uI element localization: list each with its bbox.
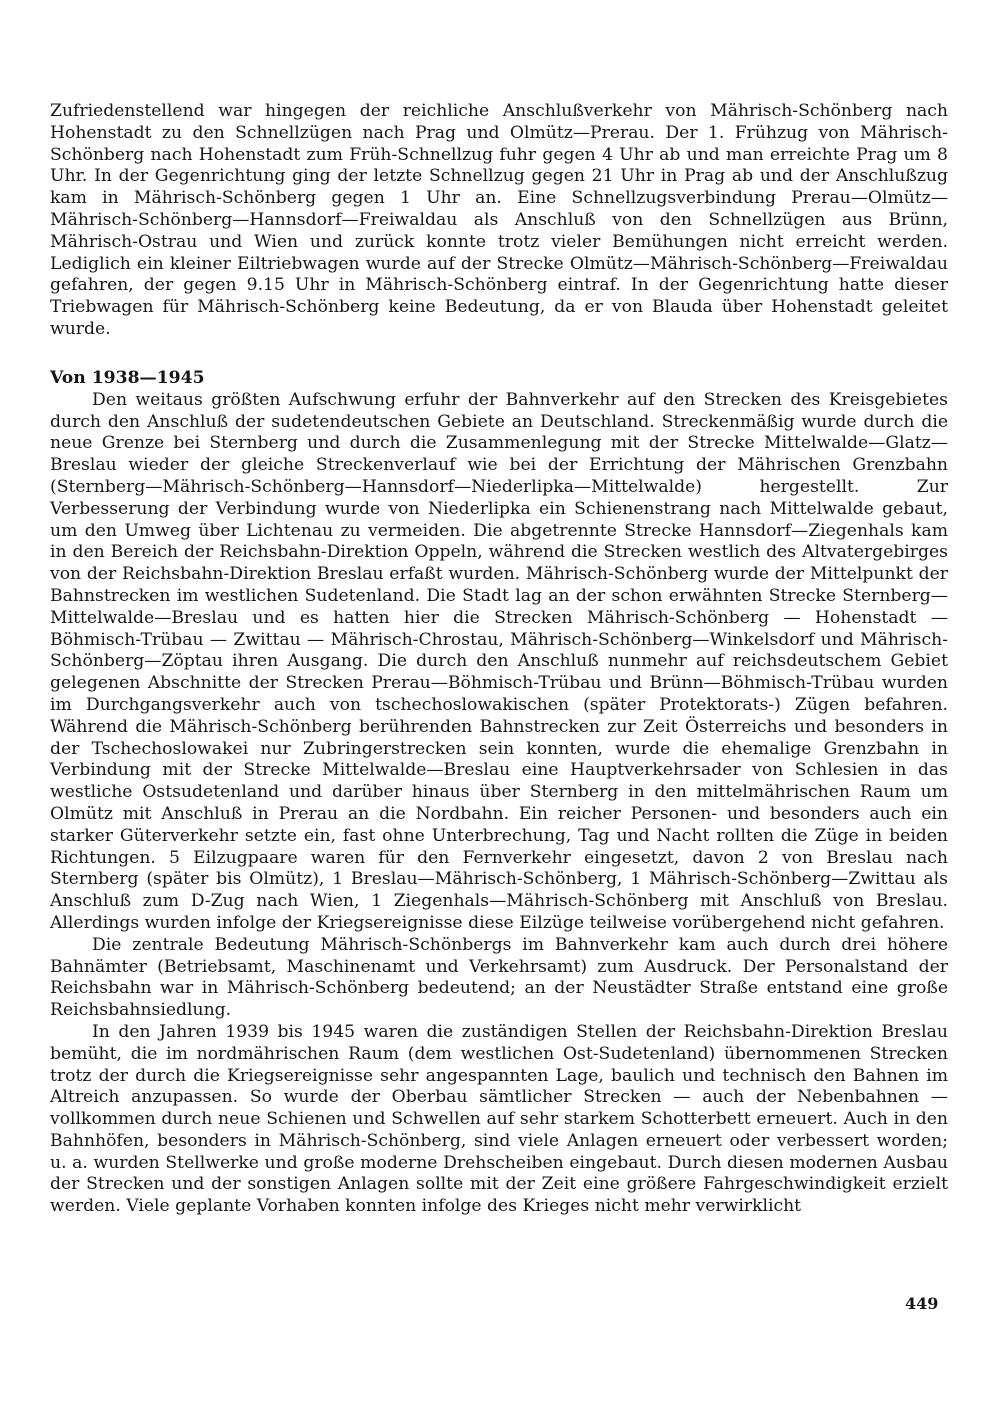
section-paragraph: Den weitaus größten Aufschwung erfuhr der Bahnverkehr auf den Strecken des Kreisgebietes durch den Anschluß der sudetendeutschen Gebiete an Deutschland. Streckenmäßig wurde durch die neue Grenze bei Sternberg und durch die Zusammenlegung mit der Strecke Mittelwalde—Glatz—Breslau wieder der gleiche Streckenverlauf wie bei der Errichtung der Mährischen Grenzbahn (Sternberg—Mährisch-Schönberg—Hannsdorf—Niederlipka—Mittelwalde) hergestellt. Zur Verbesserung der Verbindung wurde von Niederlipka ein Schienenstrang nach Mittelwalde gebaut, um den Umweg über Lichtenau zu vermeiden. Die abgetrennte Strecke Hannsdorf—Ziegenhals kam in den Bereich der Reichsbahn-Direktion Oppeln, während die Strecken westlich des Altvatergebirges von der Reichsbahn-Direktion Breslau erfaßt wurden. Mährisch-Schönberg wurde der Mittelpunkt der Bahnstrecken im westlichen Sudetenland. Die Stadt lag an der schon erwähnten Strecke Sternberg—Mittelwalde—Breslau und es hatten hier die Strecken Mährisch-Schönberg — Hohenstadt — Böhmisch-Trübau — Zwittau — Mährisch-Chrostau, Mährisch-Schönberg—Winkelsdorf und Mährisch-Schönberg—Zöptau ihren Ausgang. Die durch den Anschluß nunmehr auf reichsdeutschem Gebiet gelegenen Abschnitte der Strecken Prerau—Böhmisch-Trübau und Brünn—Böhmisch-Trübau wurden im Durchgangsverkehr auch von tschechoslowakischen (später Protektorats-) Zügen befahren. Während die Mährisch-Schönberg berührenden Bahnstrecken zur Zeit Österreichs und besonders in der Tschechoslowakei nur Zubringerstrecken sein konnten, wurde die ehemalige Grenzbahn in Verbindung mit der Strecke Mittelwalde—Breslau eine Hauptverkehrsader von Schlesien in das westliche Ostsudetenland und darüber hinaus über Sternberg in den mittelmährischen Raum um Olmütz mit Anschluß in Prerau an die Nordbahn. Ein reicher Personen- und besonders auch ein starker Güterverkehr setzte ein, fast ohne Unterbrechung, Tag und Nacht rollten die Züge in beiden Richtungen. 5 Eilzugpaare waren für den Fernverkehr eingesetzt, davon 2 von Breslau nach Sternberg (später bis Olmütz), 1 Breslau—Mährisch-Schönberg, 1 Mährisch-Schönberg—Zwittau als Anschluß zum D-Zug nach Wien, 1 Ziegenhals—Mährisch-Schönberg mit Anschluß von Breslau. Allerdings wurden infolge der Kriegsereignisse diese Eilzüge teilweise vorübergehend nicht gefahren.: [50, 389, 948, 933]
intro-text: [50, 101, 948, 341]
section-paragraph: Die zentrale Bedeutung Mährisch-Schönbergs im Bahnverkehr kam auch durch drei höhere Bahnämter (Betriebsamt, Maschinenamt und Verkehrsamt) zum Ausdruck. Der Personalstand der Reichsbahn war in Mährisch-Schönberg bedeutend; an der Neustädter Straße entstand eine große Reichsbahnsiedlung.: [50, 934, 948, 1021]
section-heading: Von 1938—1945: [50, 368, 205, 388]
section-paragraph: In den Jahren 1939 bis 1945 waren die zuständigen Stellen der Reichsbahn-Direktion Breslau bemüht, die im nordmährischen Raum (dem westlichen Ost-Sudetenland) übernommenen Strecken trotz der durch die Kriegsereignisse sehr angespannten Lage, baulich und technisch den Bahnen im Altreich anzupassen. So wurde der Oberbau sämtlicher Strecken — auch der Nebenbahnen — vollkommen durch neue Schienen und Schwellen auf sehr starkem Schotterbett erneuert. Auch in den Bahnhöfen, besonders in Mährisch-Schönberg, sind viele Anlagen erneuert oder verbessert worden; u. a. wurden Stellwerke und große moderne Drehscheiben eingebaut. Durch diesen modernen Ausbau der Strecken und der sonstigen Anlagen sollte mit der Zeit eine größere Fahrgeschwindigkeit erzielt werden. Viele geplante Vorhaben konnten infolge des Krieges nicht mehr verwirklicht: [50, 1021, 948, 1217]
section-1938-1945: [50, 368, 948, 1218]
page-number: 449: [905, 1294, 939, 1313]
intro-paragraph: Zufriedenstellend war hingegen der reichliche Anschlußverkehr von Mährisch-Schönberg nach Hohenstadt zu den Schnellzügen nach Prag und Olmütz—Prerau. Der 1. Frühzug von Mährisch-Schönberg nach Hohenstadt zum Früh-Schnellzug fuhr gegen 4 Uhr ab und man erreichte Prag um 8 Uhr. In der Gegenrichtung ging der letzte Schnellzug gegen 21 Uhr in Prag ab und der Anschlußzug kam in Mährisch-Schönberg gegen 1 Uhr an. Eine Schnellzugsverbindung Prerau—Olmütz—Mährisch-Schönberg—Hannsdorf—Freiwaldau als Anschluß von den Schnellzügen aus Brünn, Mährisch-Ostrau und Wien und zurück konnte trotz vieler Bemühungen nicht erreicht werden. Lediglich ein kleiner Eiltriebwagen wurde auf der Strecke Olmütz—Mährisch-Schönberg—Freiwaldau gefahren, der gegen 9.15 Uhr in Mährisch-Schönberg eintraf. In der Gegenrichtung hatte dieser Triebwagen für Mährisch-Schönberg keine Bedeutung, da er von Blauda über Hohenstadt geleitet wurde.: [50, 101, 948, 339]
